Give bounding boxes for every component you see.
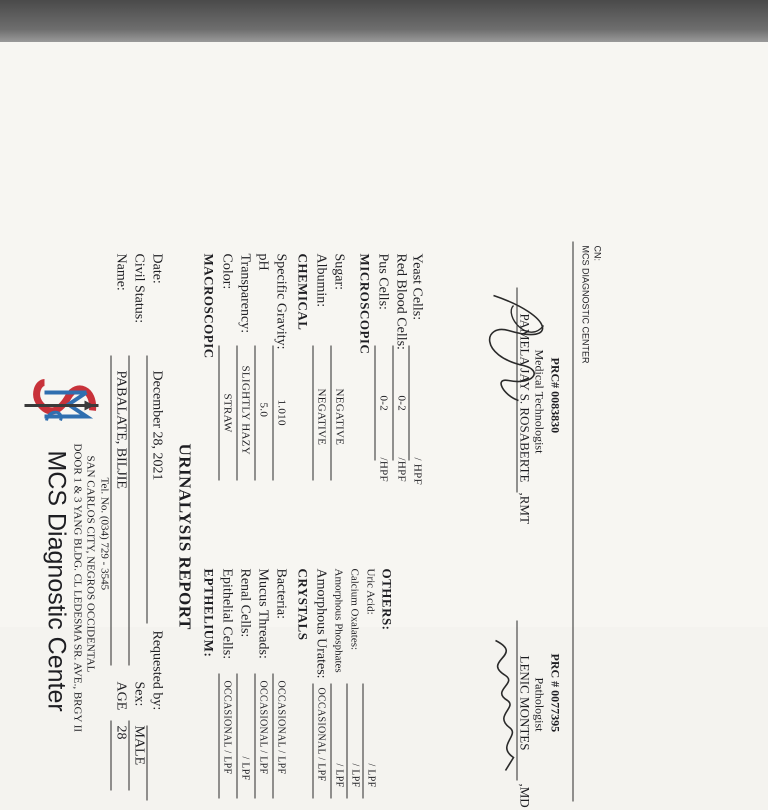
pus-cells-value: 0-2 [377, 395, 389, 411]
bacteria-underline [272, 673, 273, 798]
pus-cells-unit: /HPF [377, 457, 389, 482]
albumin-underline [312, 345, 313, 480]
renal-cells-underline [236, 673, 237, 798]
renal-cells-value: / LPF [239, 756, 250, 781]
path-title: Pathologist [532, 677, 546, 732]
mucus-threads-value: OCCASIONAL / LPF [257, 680, 268, 774]
sugar-underline [330, 345, 331, 480]
age-value: 28 [113, 725, 128, 739]
date-label: Date: [149, 253, 164, 284]
color-underline [218, 345, 219, 480]
crystals-title: CRYSTALS [295, 568, 310, 640]
path-signature-line [516, 620, 517, 780]
tel-number: Tel. No. (034) 729 - 3545 [98, 477, 110, 590]
transparency-label: Transparency: [237, 253, 252, 333]
path-name: LENIC MONTES [517, 655, 532, 750]
amorphous-urates-underline [312, 683, 313, 798]
mucus-threads-underline [254, 673, 255, 798]
age-label: AGE [113, 681, 128, 710]
epithelial-cells-label: Epithelial Cells: [219, 568, 234, 659]
tech-title: Medical Technologist [532, 349, 546, 453]
calcium-oxalates-underline [346, 683, 347, 798]
clinic-logo-icon [20, 370, 100, 440]
name-value: PABALATE, BILJIE [113, 370, 128, 489]
address-line-2: SAN CARLOS CITY, NEGROS OCCIDENTAL [84, 455, 96, 672]
date-value: December 28, 2021 [149, 370, 164, 481]
tech-suffix: ,RMT [517, 492, 532, 524]
tech-signature-line [516, 287, 517, 492]
requested-by-underline [146, 725, 147, 800]
tech-prc: PRC# 0083830 [548, 357, 562, 433]
report-title: URINALYSIS REPORT [175, 443, 194, 630]
uric-acid-label: Uric Acid: [364, 568, 376, 615]
requested-by-label: Requested by: [149, 630, 164, 710]
bacteria-value: OCCASIONAL / LPF [275, 680, 286, 774]
amorphous-phosphates-underline [330, 683, 331, 798]
civil-status-label: Civil Status: [131, 253, 146, 323]
albumin-value: NEGATIVE [315, 388, 327, 445]
transparency-value: SLIGHTLY HAZY [239, 365, 251, 455]
epithelial-cells-underline [218, 673, 219, 798]
footer-rule [572, 241, 573, 801]
path-suffix: ,MD [517, 783, 532, 808]
ph-value: 5.0 [257, 402, 269, 417]
macroscopic-title: MACROSCOPIC [201, 253, 216, 359]
microscopic-title: MICROSCOPIC [357, 253, 372, 354]
rbc-value: 0-2 [395, 395, 407, 411]
date-underline [146, 355, 147, 623]
rbc-underline [392, 345, 393, 460]
color-value: STRAW [221, 393, 233, 433]
rbc-unit: /HPF [395, 457, 407, 482]
path-prc: PRC # 0077395 [548, 653, 562, 732]
tech-name: PAMELA JAY S. ROSABERTE [517, 313, 532, 482]
sugar-label: Sugar: [331, 253, 346, 290]
uric-acid-underline [362, 683, 363, 798]
footer-line-1: MCS DIAGNOSTIC CENTER [580, 245, 590, 364]
civil-status-underline [128, 355, 129, 665]
others-label: OTHERS: [379, 568, 394, 631]
epithelium-title: EPTHELIUM: [201, 568, 216, 657]
albumin-label: Albumin: [313, 253, 328, 307]
ph-underline [254, 345, 255, 480]
yeast-cells-underline [408, 345, 409, 460]
specific-gravity-value: 1.010 [275, 399, 287, 426]
center-name: MCS Diagnostic Center [42, 450, 70, 712]
yeast-cells-label: Yeast Cells: [409, 253, 424, 320]
scan-edge [0, 0, 768, 42]
sex-value: MALE [131, 725, 146, 765]
amorphous-urates-label: Amorphous Urates: [313, 568, 328, 679]
sex-label: Sex: [131, 681, 146, 706]
calcium-oxalates-label: Calcium Oxalates: [348, 568, 360, 650]
footer-line-2: CN: [592, 245, 602, 261]
mucus-threads-label: Mucus Threads: [255, 568, 270, 659]
bacteria-label: Bacteria: [273, 568, 288, 619]
epithelial-cells-value: OCCASIONAL / LPF [221, 680, 232, 774]
urinalysis-document [0, 225, 768, 810]
name-underline [110, 355, 111, 665]
amorphous-phosphates-value: / LPF [333, 763, 344, 788]
specific-gravity-label: Specific Gravity: [273, 253, 288, 350]
amorphous-urates-value: OCCASIONAL / LPF [315, 687, 326, 781]
specific-gravity-underline [272, 345, 273, 480]
sugar-value: NEGATIVE [333, 388, 345, 445]
age-underline [110, 720, 111, 790]
pus-cells-underline [374, 345, 375, 460]
pus-cells-label: Pus Cells: [375, 253, 390, 310]
address-line-1: DOOR 1 & 3 YANG BLDG. CL LEDESMA SR. AVE., BRGY II [71, 443, 83, 732]
amorphous-phosphates-label: Amorphous Phosphates [332, 568, 344, 673]
yeast-cells-unit: / HPF [411, 457, 423, 485]
ph-label: pH [255, 253, 270, 271]
calcium-oxalates-value: / LPF [349, 763, 360, 788]
renal-cells-label: Renal Cells: [237, 568, 252, 637]
sex-underline [128, 720, 129, 790]
transparency-underline [236, 345, 237, 480]
color-label: Color: [219, 253, 234, 289]
name-label: Name: [113, 253, 128, 291]
chemical-title: CHEMICAL [295, 253, 310, 330]
uric-acid-value: / LPF [365, 763, 376, 788]
rbc-label: Red Blood Cells: [393, 253, 408, 350]
